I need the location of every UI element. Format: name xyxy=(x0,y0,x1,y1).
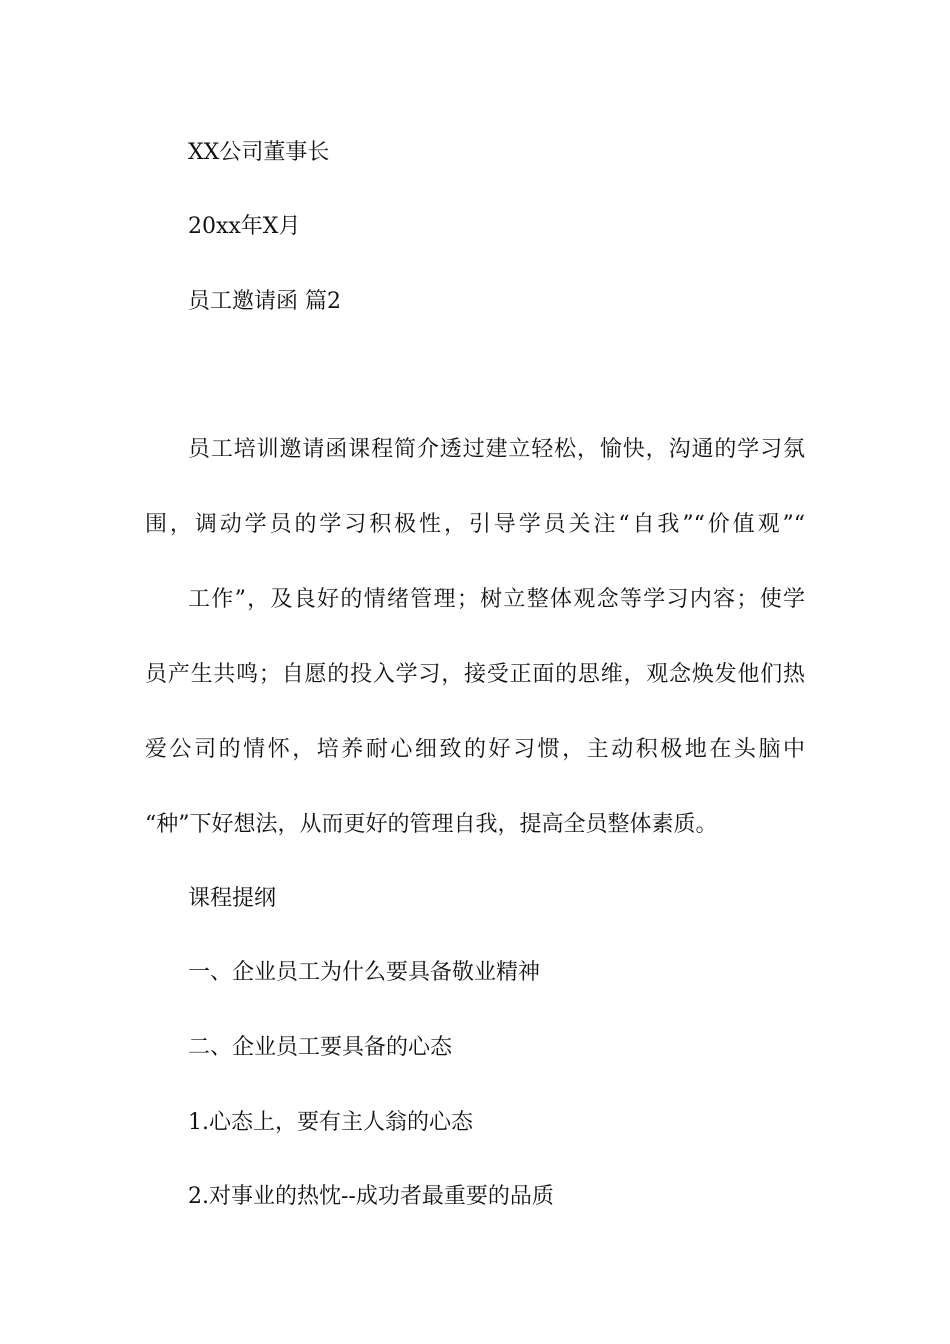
paragraph-line: 爱公司的情怀，培养耐心细致的好习惯，主动积极地在头脑中 xyxy=(145,737,805,762)
paragraph-line: 员工培训邀请函课程简介透过建立轻松，愉快，沟通的学习氛 xyxy=(188,437,805,462)
outline-item: 2.对事业的热忱--成功者最重要的品质 xyxy=(188,1184,554,1209)
date-line: 20xx年X月 xyxy=(188,214,301,239)
outline-title: 课程提纲 xyxy=(188,886,277,911)
outline-item: 1.心态上，要有主人翁的心态 xyxy=(188,1110,473,1135)
paragraph-line: “种”下好想法，从而更好的管理自我，提高全员整体素质。 xyxy=(145,812,718,837)
signature-line: XX公司董事长 xyxy=(188,140,330,165)
paragraph-line: 员产生共鸣；自愿的投入学习，接受正面的思维，观念焕发他们热 xyxy=(145,662,805,687)
paragraph-line: 围，调动学员的学习积极性，引导学员关注“自我”“价值观”“ xyxy=(145,512,805,537)
outline-item: 二、企业员工要具备的心态 xyxy=(188,1035,453,1060)
paragraph-line: 工作”，及良好的情绪管理；树立整体观念等学习内容；使学 xyxy=(188,587,805,612)
section-title: 员工邀请函 篇2 xyxy=(188,289,341,314)
outline-item: 一、企业员工为什么要具备敬业精神 xyxy=(188,960,541,985)
